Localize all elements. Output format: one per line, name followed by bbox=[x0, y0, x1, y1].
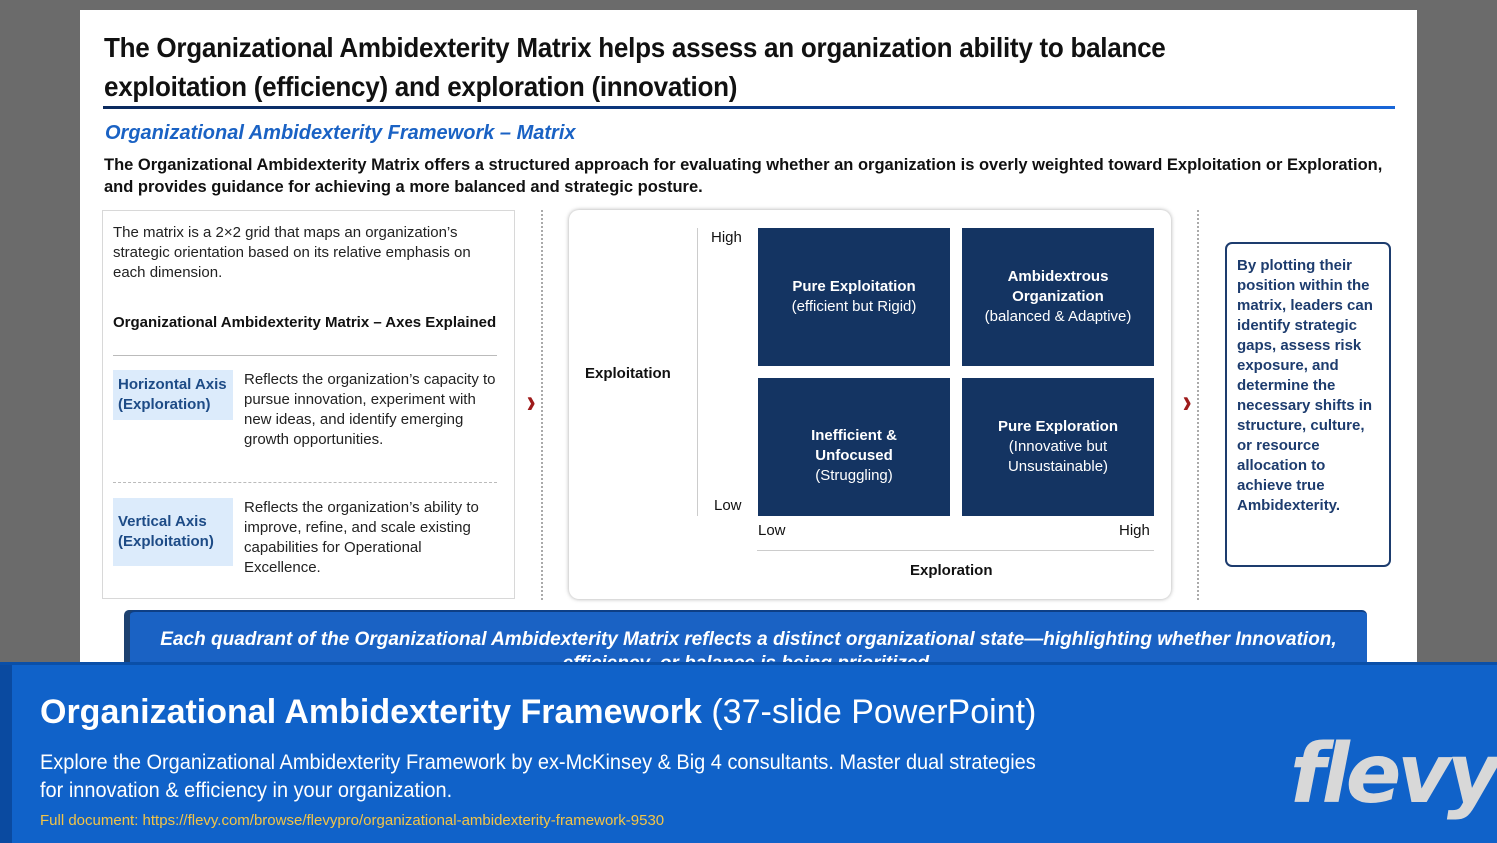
quadrant-title: Pure Exploitation bbox=[792, 278, 916, 295]
quadrant-pure-exploration bbox=[962, 378, 1154, 516]
quadrant-title: Inefficient & Unfocused bbox=[811, 427, 897, 464]
quadrant-note: (balanced & Adaptive) bbox=[984, 308, 1132, 325]
y-axis-low-label: Low bbox=[714, 497, 742, 514]
quadrant-summary-banner: Each quadrant of the Organizational Ambidexterity Matrix reflects a distinct organizational state—highlighting whether Innovation, bbox=[130, 610, 1367, 670]
document-title bbox=[40, 693, 1036, 732]
quadrant-pure-exploitation bbox=[758, 228, 950, 366]
document-description: Explore the Organizational Ambidexterity Framework by ex-McKinsey & Big 4 consultants. Master dual strategies for innovation & efficiency in your organization. bbox=[40, 751, 1036, 802]
slide-title: The Organizational Ambidexterity Matrix helps assess an organization ability to balance exploitation (efficiency) and exploration (innovation) bbox=[104, 32, 1166, 102]
quadrant-title: Ambidextrous Organization bbox=[1007, 268, 1109, 305]
slide-subtitle: Organizational Ambidexterity Framework – Matrix bbox=[105, 122, 576, 144]
vertical-axis-label: Vertical Axis (Exploitation) bbox=[113, 498, 233, 566]
intro-text: The Organizational Ambidexterity Matrix offers a structured approach for evaluating whether an organization is overly weighted toward Exploitation or Exploration, and provides guidance for achieving a more balanced and strategic posture. bbox=[104, 156, 1383, 196]
quadrant-note: (Struggling) bbox=[815, 467, 893, 484]
document-title-slide-count: (37-slide PowerPoint) bbox=[701, 693, 1037, 731]
axes-dashed-divider bbox=[113, 482, 497, 483]
horizontal-axis-description: Reflects the organization’s capacity to pursue innovation, experiment with new ideas, and identify emerging growth opportunities. bbox=[244, 371, 496, 448]
document-link[interactable]: Full document: https://flevy.com/browse/flevypro/organizational-ambidexterity-framework-9530 bbox=[40, 812, 665, 829]
axes-title: Organizational Ambidexterity Matrix – Axes Explained bbox=[113, 314, 497, 331]
y-axis-line bbox=[697, 228, 698, 516]
x-axis-low-label: Low bbox=[758, 522, 786, 539]
quadrant-note: (Innovative but Unsustainable) bbox=[1007, 438, 1109, 475]
slide bbox=[80, 10, 1417, 670]
left-dotted-separator bbox=[541, 210, 543, 600]
matrix-description: The matrix is a 2×2 grid that maps an organization’s strategic orientation based on its relative emphasis on each dimension. bbox=[113, 224, 471, 281]
axes-divider bbox=[113, 355, 497, 356]
footer-accent-strip bbox=[0, 665, 12, 843]
x-axis-title: Exploration bbox=[910, 562, 993, 579]
x-axis-high-label: High bbox=[1119, 522, 1150, 539]
matrix-panel bbox=[569, 210, 1171, 599]
insight-callout: By plotting their position within the matrix, leaders can identify strategic gaps, assess risk exposure, and determine the necessary shifts in structure, culture, or resource allocation to achieve true Ambidexterity. bbox=[1225, 242, 1391, 567]
y-axis-title: Exploitation bbox=[585, 365, 671, 382]
axes-panel bbox=[102, 210, 515, 599]
vertical-axis-description: Reflects the organization’s ability to improve, refine, and scale existing capabilities for Operational Excellence. bbox=[244, 499, 479, 576]
quadrant-title: Pure Exploration bbox=[997, 418, 1119, 435]
right-dotted-separator bbox=[1197, 210, 1199, 600]
footer-banner bbox=[0, 662, 1497, 843]
quadrant-inefficient-unfocused bbox=[758, 378, 950, 516]
quadrant-ambidextrous-organization bbox=[962, 228, 1154, 366]
flevy-logo[interactable]: flevy bbox=[1290, 727, 1497, 822]
title-divider bbox=[103, 106, 1395, 109]
document-title-bold: Organizational Ambidexterity Framework bbox=[40, 693, 702, 731]
y-axis-high-label: High bbox=[711, 229, 742, 246]
quadrant-note: (efficient but Rigid) bbox=[791, 298, 917, 315]
x-axis-line bbox=[757, 550, 1154, 551]
horizontal-axis-label: Horizontal Axis (Exploration) bbox=[113, 370, 233, 420]
